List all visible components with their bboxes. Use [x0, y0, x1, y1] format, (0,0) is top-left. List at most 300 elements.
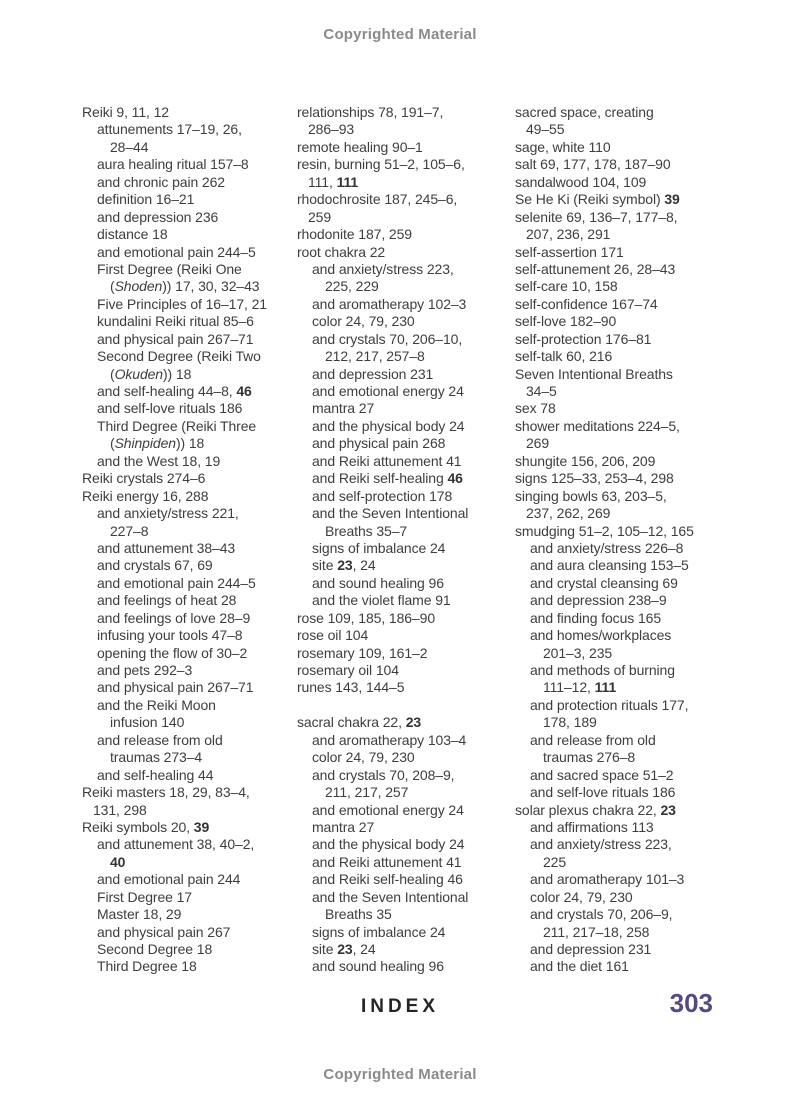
index-line	[297, 139, 515, 156]
entry-text: relationships 78, 191–7,	[297, 104, 444, 120]
entry-text: rose 109, 185, 186–90	[297, 609, 436, 626]
index-line	[515, 488, 733, 505]
index-line	[515, 226, 733, 243]
index-line	[82, 679, 300, 696]
entry-text: and pets 292–3	[97, 662, 193, 678]
index-line	[297, 662, 515, 679]
entry-text: and the violet flame 91	[312, 592, 451, 609]
entry-text: Seven Intentional Breaths	[515, 365, 673, 382]
index-line	[82, 697, 300, 714]
index-line	[82, 104, 300, 121]
index-line	[515, 174, 733, 191]
index-line	[515, 627, 733, 644]
entry-text: and emotional energy 24	[312, 801, 464, 818]
entry-text: and the Seven Intentional	[312, 888, 469, 905]
index-line	[515, 924, 733, 941]
entry-text: and homes/workplaces	[530, 627, 672, 644]
entry-text: Reiki energy 16, 288	[82, 487, 209, 504]
index-line	[515, 958, 733, 975]
index-line	[515, 767, 733, 784]
index-line	[82, 261, 300, 278]
entry-text: Reiki 9, 11, 12	[82, 104, 169, 120]
index-line	[297, 226, 515, 243]
entry-text: 237, 262, 269	[526, 505, 611, 522]
index-line	[297, 854, 515, 871]
entry-text: Second Degree (Reiki Two	[97, 348, 261, 365]
index-line	[515, 139, 733, 156]
entry-text: (	[110, 435, 115, 452]
index-line	[82, 575, 300, 592]
entry-text: signs of imbalance 24	[312, 539, 446, 556]
entry-text: 225	[543, 853, 567, 870]
index-line	[82, 819, 300, 836]
index-line	[297, 889, 515, 906]
index-line	[297, 505, 515, 522]
index-line	[297, 958, 515, 975]
index-line	[82, 209, 300, 226]
index-line	[515, 470, 733, 487]
bold-page-ref: 111	[336, 173, 359, 190]
entry-text: and the physical body 24	[312, 417, 465, 434]
index-line	[82, 610, 300, 627]
entry-text: rosemary oil 104	[297, 662, 399, 678]
index-line	[82, 592, 300, 609]
entry-text: and depression 231	[312, 365, 434, 382]
entry-text: color 24, 79, 230	[312, 749, 415, 766]
entry-text: and anxiety/stress 223,	[312, 260, 454, 277]
entry-text: and release from old	[530, 731, 656, 748]
index-line	[297, 714, 515, 731]
index-line	[297, 488, 515, 505]
index-line	[82, 156, 300, 173]
entry-text: and crystals 67, 69	[97, 557, 213, 574]
bold-page-ref: 39	[664, 191, 680, 208]
entry-text: and Reiki self-healing	[312, 470, 448, 487]
index-line	[297, 121, 515, 138]
entry-text: Reiki symbols 20,	[82, 818, 194, 835]
index-line	[82, 505, 300, 522]
index-line	[297, 871, 515, 888]
index-line	[515, 575, 733, 592]
index-line	[297, 627, 515, 644]
entry-text: mantra 27	[312, 818, 375, 835]
entry-text: and aromatherapy 102–3	[312, 295, 467, 312]
entry-text: , 24	[352, 557, 376, 574]
entry-text: Third Degree (Reiki Three	[97, 417, 257, 434]
index-column-2	[297, 104, 515, 976]
index-line	[515, 941, 733, 958]
index-line	[515, 592, 733, 609]
entry-text: and crystal cleansing 69	[530, 574, 678, 591]
index-line	[82, 836, 300, 853]
entry-text: and the physical body 24	[312, 836, 465, 853]
entry-text: Second Degree 18	[97, 941, 213, 957]
entry-text: self-attunement 26, 28–43	[515, 260, 676, 277]
entry-text: 28–44	[110, 138, 149, 155]
index-line	[515, 209, 733, 226]
index-line	[515, 278, 733, 295]
entry-text: site	[312, 941, 338, 957]
entry-text: and attunement 38, 40–2,	[97, 836, 255, 853]
index-line	[82, 767, 300, 784]
index-line	[297, 244, 515, 261]
entry-text: definition 16–21	[97, 191, 195, 208]
index-line	[82, 732, 300, 749]
entry-text: Reiki crystals 274–6	[82, 470, 206, 487]
entry-text: and self-healing 44	[97, 766, 214, 783]
index-line	[297, 784, 515, 801]
entry-text: shower meditations 224–5,	[515, 417, 680, 434]
entry-text: and emotional energy 24	[312, 383, 464, 399]
index-line	[297, 313, 515, 330]
index-line	[515, 435, 733, 452]
index-line	[515, 296, 733, 313]
index-line	[515, 191, 733, 208]
entry-text: and Reiki attunement 41	[312, 853, 462, 870]
index-line	[297, 924, 515, 941]
entry-text: smudging 51–2, 105–12, 165	[515, 522, 694, 539]
entry-text: and the Reiki Moon	[97, 696, 216, 713]
index-line	[515, 679, 733, 696]
index-line	[515, 906, 733, 923]
index-line	[82, 139, 300, 156]
entry-text: and protection rituals 177,	[530, 696, 689, 713]
index-line	[82, 418, 300, 435]
entry-text: and emotional pain 244–5	[97, 574, 256, 591]
entry-text: and emotional pain 244–5	[97, 243, 256, 260]
index-line	[82, 400, 300, 417]
entry-text: 201–3, 235	[543, 644, 613, 661]
index-line	[297, 575, 515, 592]
entry-text: traumas 273–4	[110, 749, 203, 766]
index-line	[82, 226, 300, 243]
bold-page-ref: 111	[594, 679, 617, 696]
entry-text: 211, 217, 257	[325, 784, 409, 801]
entry-text: Se He Ki (Reiki symbol)	[515, 191, 665, 208]
italic-term: Okuden	[114, 365, 163, 382]
index-line	[297, 209, 515, 226]
entry-text: rosemary 109, 161–2	[297, 644, 428, 661]
entry-text: Breaths 35	[325, 906, 392, 923]
index-line	[297, 540, 515, 557]
entry-text: 286–93	[308, 121, 355, 138]
entry-text: and feelings of heat 28	[97, 592, 237, 609]
entry-text: aura healing ritual 157–8	[97, 156, 249, 173]
entry-text: and depression 236	[97, 208, 219, 225]
index-line	[515, 697, 733, 714]
index-line	[297, 296, 515, 313]
entry-text: 111–12,	[543, 679, 595, 696]
index-line	[82, 958, 300, 975]
entry-text: and physical pain 267–71	[97, 330, 254, 347]
entry-text: 49–55	[526, 121, 565, 138]
entry-text: First Degree 17	[97, 888, 192, 905]
entry-text: sacral chakra 22,	[297, 714, 406, 731]
index-line	[82, 331, 300, 348]
italic-term: Shinpiden	[114, 435, 176, 452]
index-line	[82, 523, 300, 540]
entry-text: opening the flow of 30–2	[97, 644, 248, 661]
index-line	[515, 819, 733, 836]
entry-text: and physical pain 268	[312, 435, 446, 452]
copyright-notice-bottom: Copyrighted Material	[323, 1066, 477, 1083]
index-line	[297, 400, 515, 417]
entry-text: distance 18	[97, 226, 168, 243]
entry-text: 34–5	[526, 383, 557, 399]
index-line	[297, 418, 515, 435]
index-line	[82, 645, 300, 662]
bold-page-ref: 23	[337, 557, 353, 574]
index-heading: INDEX	[360, 996, 440, 1017]
entry-text: runes 143, 144–5	[297, 679, 405, 696]
entry-text: and emotional pain 244	[97, 871, 241, 888]
entry-text: and aromatherapy 101–3	[530, 871, 685, 888]
entry-text: and sacred space 51–2	[530, 766, 674, 783]
index-column-3	[515, 104, 733, 976]
entry-text: and affirmations 113	[530, 818, 654, 835]
index-line	[515, 854, 733, 871]
entry-text: and aura cleansing 153–5	[530, 557, 689, 574]
entry-text: and anxiety/stress 226–8	[530, 539, 684, 556]
entry-text: 207, 236, 291	[526, 226, 611, 243]
entry-text: rhodochrosite 187, 245–6,	[297, 191, 458, 208]
entry-text: 211, 217–18, 258	[543, 923, 650, 940]
index-line	[82, 313, 300, 330]
entry-text: Master 18, 29	[97, 906, 182, 923]
index-line	[297, 802, 515, 819]
index-line	[297, 383, 515, 400]
entry-text: (	[110, 365, 115, 382]
index-line	[515, 453, 733, 470]
index-line	[82, 714, 300, 731]
entry-text: and chronic pain 262	[97, 173, 225, 190]
index-line	[82, 470, 300, 487]
entry-text: )) 18	[163, 365, 192, 382]
index-line	[297, 732, 515, 749]
index-line	[297, 435, 515, 452]
entry-text: 178, 189	[543, 714, 597, 731]
index-line	[515, 400, 733, 417]
index-line	[515, 366, 733, 383]
entry-text: and physical pain 267	[97, 923, 231, 940]
index-line	[297, 331, 515, 348]
bold-page-ref: 23	[337, 941, 353, 957]
entry-text: and self-healing 44–8,	[97, 383, 237, 399]
index-line	[82, 453, 300, 470]
entry-text: and physical pain 267–71	[97, 679, 254, 696]
entry-text: color 24, 79, 230	[312, 313, 415, 330]
entry-text: singing bowls 63, 203–5,	[515, 487, 667, 504]
index-line	[82, 540, 300, 557]
index-line	[82, 488, 300, 505]
index-line	[515, 104, 733, 121]
entry-text: 225, 229	[325, 278, 379, 295]
entry-text: and sound healing 96	[312, 958, 444, 975]
copyright-notice-top: Copyrighted Material	[323, 26, 477, 43]
index-line	[82, 802, 300, 819]
entry-text: root chakra 22	[297, 243, 386, 260]
index-line	[82, 854, 300, 871]
index-line	[82, 557, 300, 574]
index-line	[82, 191, 300, 208]
index-line	[515, 610, 733, 627]
entry-text: and anxiety/stress 221,	[97, 505, 239, 522]
entry-text: 131, 298	[93, 801, 147, 818]
entry-text: First Degree (Reiki One	[97, 260, 242, 277]
entry-text: and self-protection 178	[312, 487, 453, 504]
entry-text: and crystals 70, 206–10,	[312, 330, 463, 347]
entry-text: 111,	[308, 173, 337, 190]
entry-text: and finding focus 165	[530, 609, 662, 626]
entry-text: 259	[308, 208, 332, 225]
index-line	[515, 156, 733, 173]
index-line	[515, 540, 733, 557]
page-number: 303	[669, 988, 713, 1018]
entry-text: resin, burning 51–2, 105–6,	[297, 156, 465, 173]
entry-text: and self-love rituals 186	[530, 784, 676, 801]
index-line	[297, 941, 515, 958]
index-line	[82, 924, 300, 941]
entry-text: and the West 18, 19	[97, 452, 221, 469]
index-line	[515, 348, 733, 365]
index-line	[515, 662, 733, 679]
index-line	[297, 470, 515, 487]
index-line	[297, 191, 515, 208]
index-line	[515, 331, 733, 348]
index-line	[82, 941, 300, 958]
index-line	[515, 749, 733, 766]
index-line	[82, 383, 300, 400]
index-line	[297, 767, 515, 784]
entry-text: sex 78	[515, 400, 556, 417]
entry-text: solar plexus chakra 22,	[515, 801, 661, 818]
index-line	[515, 313, 733, 330]
entry-text: kundalini Reiki ritual 85–6	[97, 313, 254, 330]
entry-text: self-protection 176–81	[515, 330, 652, 347]
entry-text: and anxiety/stress 223,	[530, 836, 672, 853]
entry-text: sage, white 110	[515, 138, 611, 155]
entry-text: Third Degree 18	[97, 958, 197, 975]
index-line	[297, 679, 515, 696]
entry-text: and crystals 70, 206–9,	[530, 906, 673, 923]
index-line	[297, 557, 515, 574]
entry-text: sacred space, creating	[515, 104, 654, 120]
entry-text: infusion 140	[110, 714, 185, 731]
index-line	[82, 366, 300, 383]
entry-text: remote healing 90–1	[297, 138, 423, 155]
entry-text: mantra 27	[312, 400, 375, 417]
entry-text: and Reiki self-healing 46	[312, 871, 463, 888]
entry-text: and feelings of love 28–9	[97, 609, 251, 626]
entry-text: color 24, 79, 230	[530, 888, 633, 905]
entry-text: and attunement 38–43	[97, 539, 236, 556]
index-line	[82, 749, 300, 766]
index-line	[82, 296, 300, 313]
entry-text: rhodonite 187, 259	[297, 226, 412, 243]
index-line	[297, 645, 515, 662]
index-line	[297, 697, 515, 714]
index-line	[297, 156, 515, 173]
index-line	[297, 836, 515, 853]
index-line	[297, 523, 515, 540]
entry-text: and methods of burning	[530, 662, 675, 678]
entry-text: signs of imbalance 24	[312, 923, 446, 940]
index-line	[297, 174, 515, 191]
bold-page-ref: 46	[447, 470, 463, 487]
index-column-1	[82, 104, 300, 976]
index-line	[82, 906, 300, 923]
entry-text: and the Seven Intentional	[312, 505, 469, 522]
index-line	[515, 732, 733, 749]
index-line	[515, 121, 733, 138]
index-line	[515, 836, 733, 853]
index-line	[515, 261, 733, 278]
index-line	[297, 278, 515, 295]
index-line	[82, 174, 300, 191]
index-line	[297, 348, 515, 365]
index-line	[297, 819, 515, 836]
entry-text: shungite 156, 206, 209	[515, 452, 656, 469]
entry-text: self-confidence 167–74	[515, 295, 658, 312]
entry-text: self-assertion 171	[515, 243, 624, 260]
entry-text: and depression 238–9	[530, 592, 667, 609]
index-line	[82, 435, 300, 452]
entry-text: Breaths 35–7	[325, 522, 408, 539]
index-line	[515, 714, 733, 731]
entry-text: 269	[526, 435, 550, 452]
entry-text: Reiki masters 18, 29, 83–4,	[82, 784, 250, 801]
entry-text: and the diet 161	[530, 958, 629, 975]
entry-text: and self-love rituals 186	[97, 400, 243, 417]
entry-text: and depression 231	[530, 941, 652, 957]
entry-text: and Reiki attunement 41	[312, 452, 462, 469]
entry-text: rose oil 104	[297, 627, 369, 644]
index-line	[297, 592, 515, 609]
index-line	[82, 889, 300, 906]
index-line	[82, 348, 300, 365]
entry-text: traumas 276–8	[543, 749, 636, 766]
entry-text: self-love 182–90	[515, 313, 617, 330]
entry-text: attunements 17–19, 26,	[97, 121, 242, 138]
index-line	[82, 121, 300, 138]
index-line	[515, 889, 733, 906]
bold-page-ref: 23	[405, 714, 422, 731]
entry-text: and aromatherapy 103–4	[312, 731, 467, 748]
entry-text: infusing your tools 47–8	[97, 627, 243, 644]
entry-text: )) 18	[175, 435, 205, 452]
entry-text: sandalwood 104, 109	[515, 173, 647, 190]
index-line	[297, 749, 515, 766]
entry-text: and release from old	[97, 731, 223, 748]
entry-text: self-talk 60, 216	[515, 348, 613, 365]
index-line	[297, 261, 515, 278]
entry-text: signs 125–33, 253–4, 298	[515, 470, 674, 487]
entry-text: selenite 69, 136–7, 177–8,	[515, 208, 678, 225]
bold-page-ref: 46	[236, 383, 252, 399]
bold-page-ref: 23	[660, 801, 676, 818]
index-line	[297, 366, 515, 383]
entry-text: , 24	[352, 941, 376, 957]
index-line	[297, 906, 515, 923]
entry-text: salt 69, 177, 178, 187–90	[515, 156, 671, 173]
entry-text: self-care 10, 158	[515, 278, 618, 295]
index-line	[297, 610, 515, 627]
index-line	[82, 784, 300, 801]
entry-text: 227–8	[110, 522, 149, 539]
index-line	[515, 383, 733, 400]
entry-text: )) 17, 30, 32–43	[162, 278, 260, 295]
index-line	[82, 627, 300, 644]
